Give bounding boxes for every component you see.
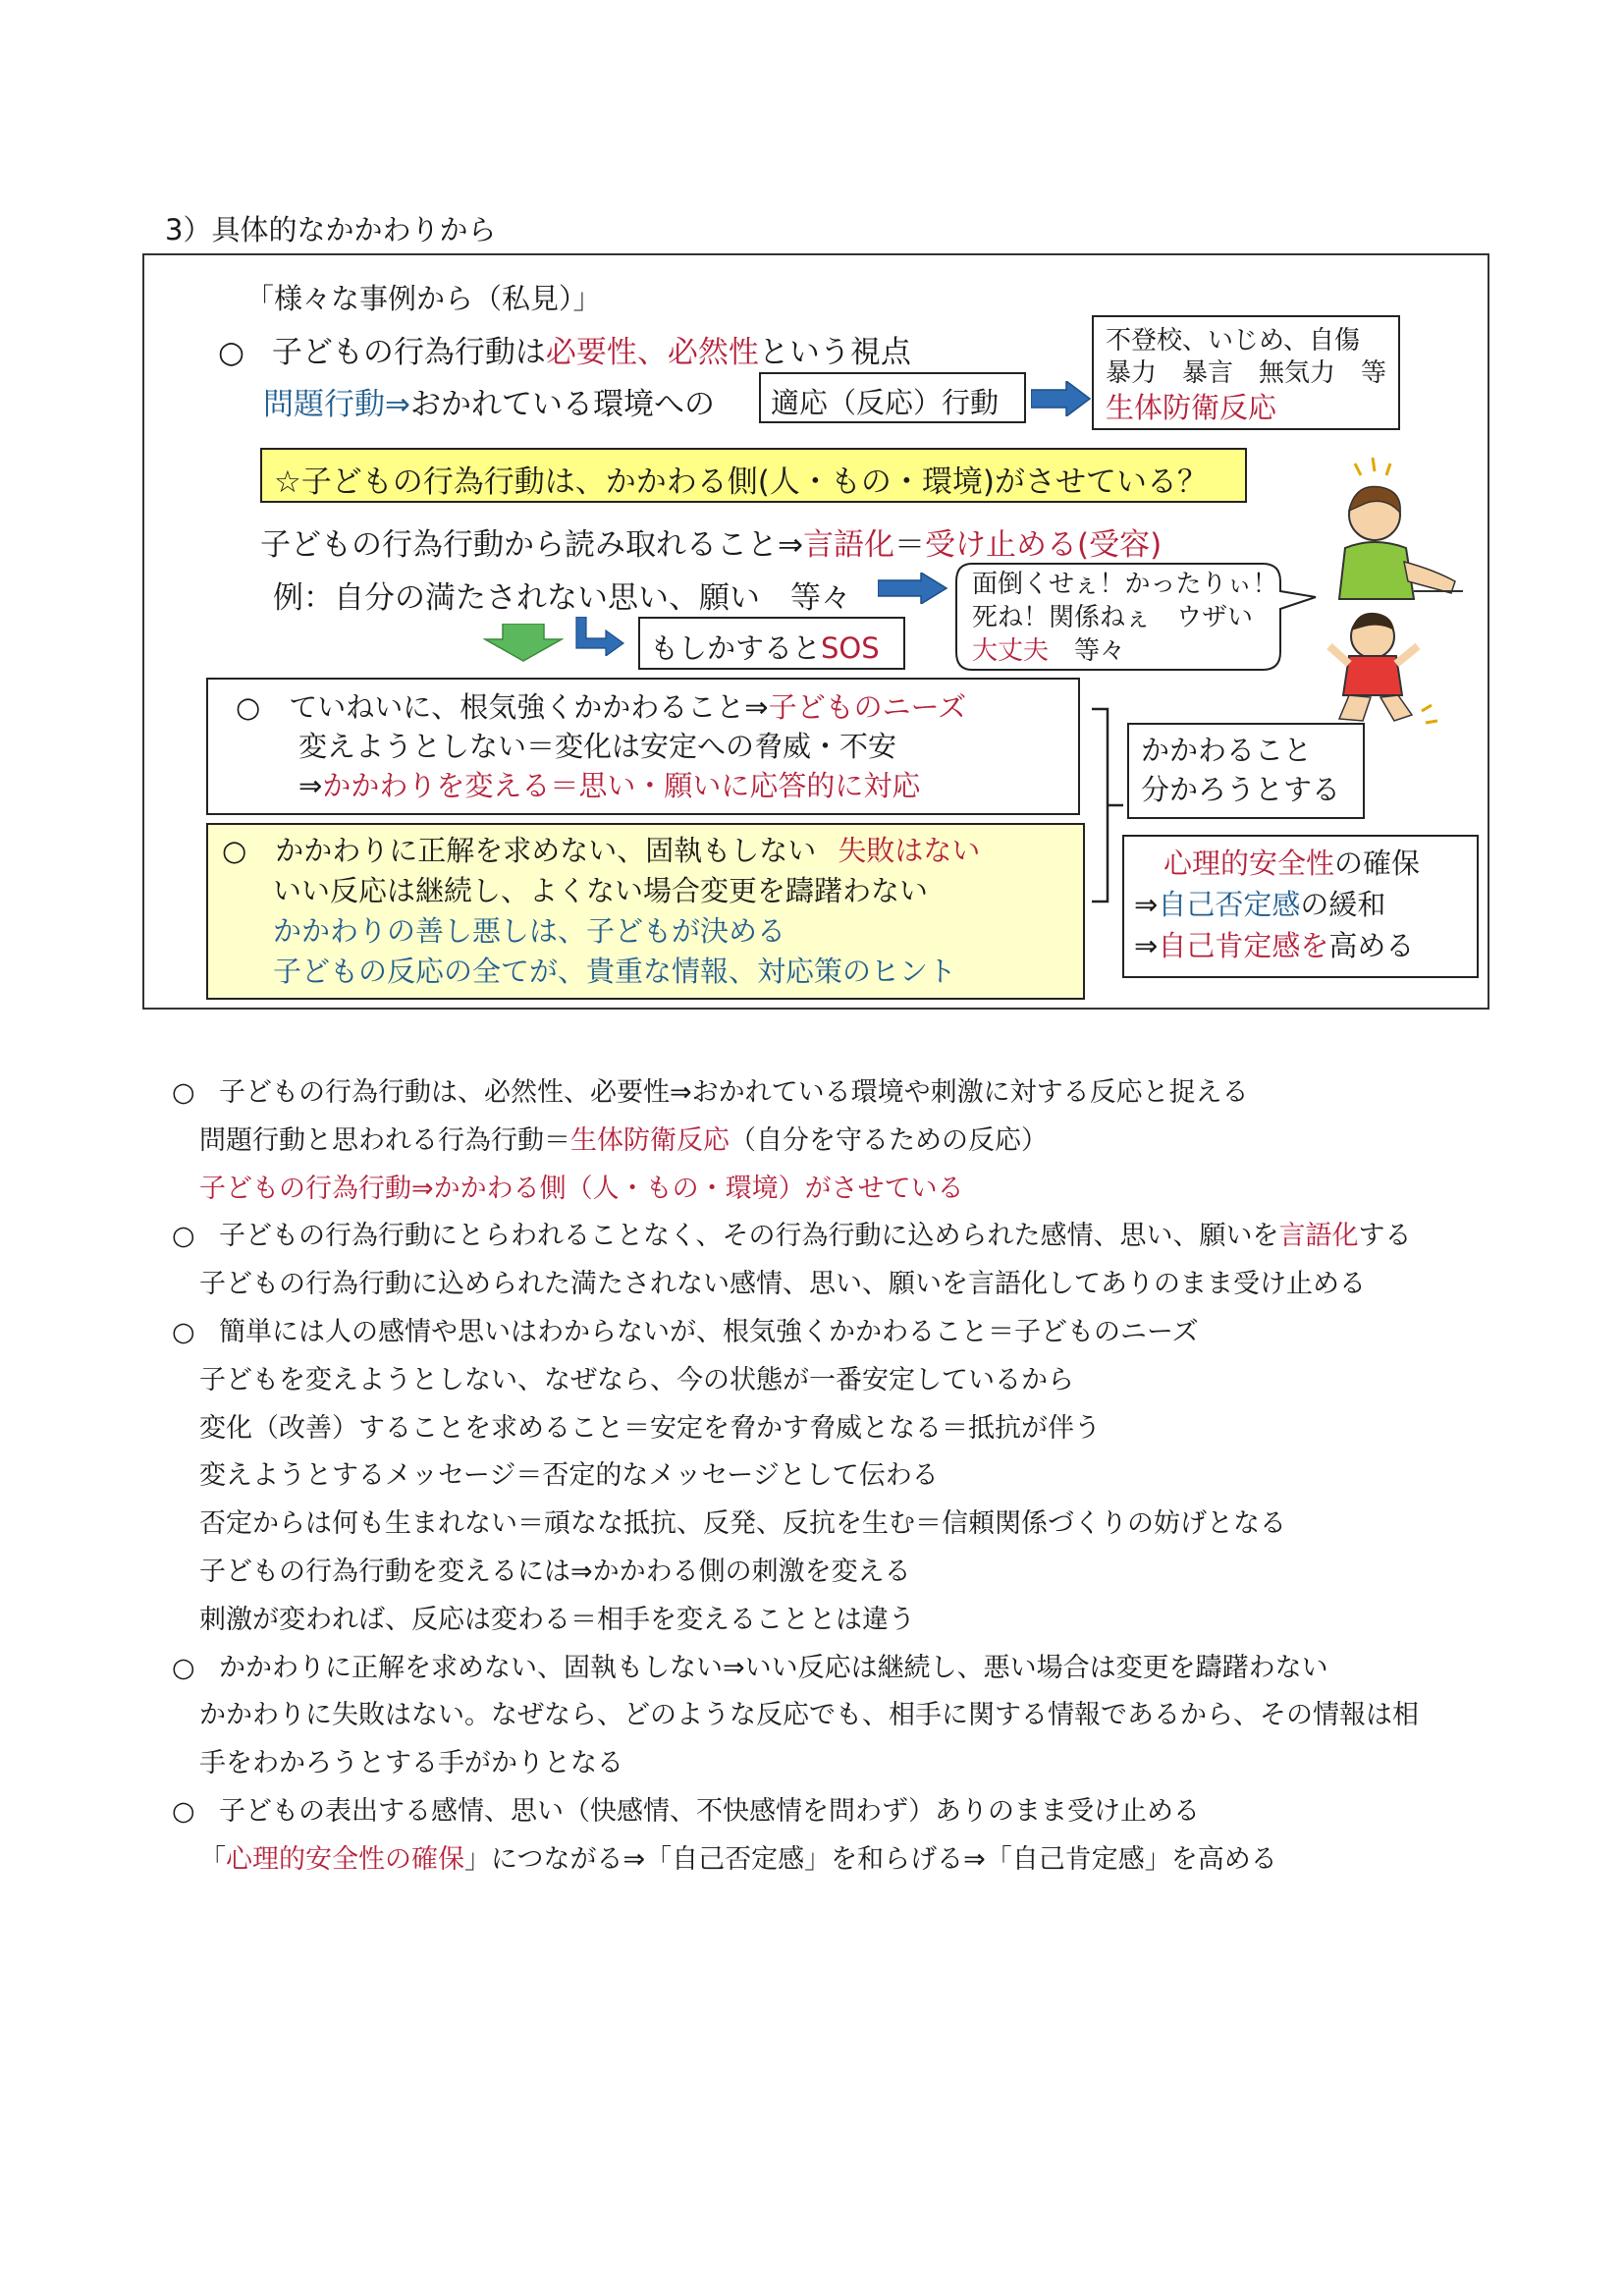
row4: 例：自分の満たされない思い、願い 等々: [273, 580, 851, 616]
right-bottom-line1b: の確保: [1334, 847, 1421, 880]
right-mid-box: [1127, 723, 1365, 819]
right-bottom-line2c: の緩和: [1300, 888, 1386, 921]
box-a-line1b: 子どものニーズ: [768, 690, 967, 724]
body-text-segment: かかわりに正解を求めない、固執もしない⇒いい反応は継続し、悪い場合は変更を躊躇わない: [219, 1652, 1328, 1683]
bubble-line1: 面倒くせぇ！かったりぃ！: [972, 570, 1278, 599]
bullet: ○: [218, 335, 245, 370]
body-text-segment: する: [1358, 1221, 1412, 1252]
corner-arrow-icon: [574, 617, 625, 656]
right-bottom-line3c: 高める: [1328, 929, 1415, 962]
row1-text-a: 子どもの行為行動は: [271, 335, 546, 370]
bullet: ○: [172, 1796, 195, 1827]
body-text-segment: 手をわかろうとする手がかりとなる: [199, 1748, 623, 1779]
top-right-box: [1092, 315, 1400, 430]
body-line: [172, 1262, 1366, 1300]
right-bottom-line1a: 心理的安全性: [1163, 847, 1335, 880]
body-text-segment: 変えようとするメッセージ＝否定的なメッセージとして伝わる: [199, 1460, 939, 1492]
right-bottom-box: [1122, 835, 1479, 978]
box-b-line2: いい反応は継続し、よくない場合変更を躊躇わない: [273, 874, 929, 907]
body-text-segment: 子どもの表出する感情、思い（快感情、不快感情を問わず）ありのまま受け止める: [219, 1796, 1200, 1827]
right-bottom-line2a: ⇒: [1134, 888, 1159, 921]
right-bottom-line3a: ⇒: [1134, 929, 1159, 962]
box-b-line4: 子どもの反応の全てが、貴重な情報、対応策のヒント: [273, 955, 957, 988]
row3-text-b: 言語化: [802, 527, 894, 563]
row1-text-b: 必要性、必然性: [545, 335, 759, 370]
row2: [263, 379, 715, 423]
body-text-segment: 「: [199, 1843, 226, 1875]
adaptation-box: [759, 372, 1026, 423]
box-a-line3b: かかわりを変える＝思い・願いに応答的に対応: [322, 769, 921, 802]
sos-box-text-b: SOS: [821, 631, 880, 665]
right-bottom-line3b: 自己肯定感を: [1158, 929, 1329, 962]
bullet: ○: [172, 1317, 195, 1347]
body-line: [172, 1453, 939, 1492]
top-right-line1: 不登校、いじめ、自傷: [1106, 326, 1360, 355]
section-heading: 3）具体的なかかわりから: [165, 213, 497, 246]
bubble-line3b: 等々: [1049, 636, 1126, 666]
body-line: [172, 1550, 911, 1588]
yellow-banner-text: ☆子どもの行為行動は、かかわる側(人・もの・環境)がさせている？: [274, 465, 1208, 500]
figure-title: 「様々な事例から（私見）」: [245, 282, 602, 315]
arrow-right-icon: [878, 573, 948, 604]
body-line: [172, 1119, 1048, 1157]
body-text-segment: 子どもの行為行動は、必然性、必要性⇒おかれている環境や刺激に対する反応と捉える: [219, 1077, 1249, 1108]
adaptation-box-label: 適応（反応）行動: [771, 386, 1000, 419]
body-line: [172, 1310, 1199, 1348]
box-a: [206, 678, 1080, 815]
body-text-segment: 子どもの行為行動に込められた満たされない感情、思い、願いを言語化してありのまま受け止める: [199, 1269, 1366, 1300]
box-a-line3a: ⇒: [298, 769, 323, 802]
body-line: [172, 1502, 1286, 1540]
row1: [218, 327, 911, 371]
body-line: [172, 1837, 1277, 1876]
box-b-line3: かかわりの善し悪しは、子どもが決める: [273, 914, 786, 948]
body-text-segment: 子どもの行為行動を変えるには⇒かかわる側の刺激を変える: [199, 1557, 911, 1587]
bullet: ○: [172, 1221, 195, 1252]
yellow-banner: [260, 448, 1247, 503]
body-line: [172, 1167, 964, 1205]
row2-text-b: おかれている環境への: [409, 387, 715, 422]
top-right-line3: 生体防衛反応: [1106, 391, 1277, 424]
body-line: [172, 1214, 1411, 1252]
body-text-segment: 子どもを変えようとしない、なぜなら、今の状態が一番安定しているから: [199, 1364, 1074, 1395]
row2-text-a: 問題行動⇒: [263, 387, 410, 422]
body-text-segment: 否定からは何も生まれない＝頑なな抵抗、反発、反抗を生む＝信頼関係づくりの妨げとなる: [199, 1508, 1286, 1540]
highlighted-text: 心理的安全性の確保: [226, 1843, 464, 1875]
body-line: [172, 1741, 623, 1779]
sos-box-text-a: もしかすると: [650, 631, 822, 665]
body-line: [172, 1406, 1101, 1445]
highlighted-text: 言語化: [1278, 1221, 1359, 1252]
row1-text-c: という視点: [758, 335, 911, 370]
body-line: [172, 1598, 915, 1636]
child-illustration: [1316, 454, 1463, 738]
sos-box: [638, 617, 905, 670]
body-line: [172, 1070, 1249, 1109]
speech-bubble: [972, 568, 1277, 668]
box-b-line1b: 失敗はない: [838, 834, 981, 867]
top-right-line2: 暴力 暴言 無気力 等: [1106, 358, 1387, 388]
bullet: ○: [172, 1652, 195, 1683]
body-text-segment: 変化（改善）することを求めること＝安定を脅かす脅威となる＝抵抗が伴う: [199, 1412, 1101, 1444]
bullet: ○: [172, 1077, 195, 1108]
arrow-right-icon: [1031, 381, 1092, 416]
highlighted-text: 生体防衛反応: [570, 1124, 730, 1156]
body-text-segment: 子どもの行為行動にとらわれることなく、その行為行動に込められた感情、思い、願いを: [219, 1221, 1279, 1252]
bracket-shape: [1088, 707, 1127, 903]
bubble-line3a: 大丈夫: [972, 636, 1050, 666]
box-a-line1a: ○ ていねいに、根気強くかかわること⇒: [236, 690, 769, 724]
box-b-line1a: ○ かかわりに正解を求めない、固執もしない: [222, 834, 817, 867]
bubble-line2: 死ね！関係ねぇ ウザい: [972, 603, 1254, 632]
body-text-segment: 」につながる⇒「自己否定感」を和らげる⇒「自己肯定感」を高める: [464, 1843, 1277, 1875]
body-line: [172, 1789, 1200, 1828]
right-mid-line2: 分かろうとする: [1141, 773, 1341, 806]
row3-text-a: 子どもの行為行動から読み取れること⇒: [260, 527, 803, 563]
right-mid-line1: かかわること: [1141, 734, 1313, 767]
body-line: [172, 1358, 1074, 1396]
row3-text-d: 受け止める(受容): [924, 527, 1163, 563]
arrow-down-icon: [483, 624, 564, 663]
body-line: [172, 1646, 1328, 1684]
highlighted-text: 子どもの行為行動⇒かかわる側（人・もの・環境）がさせている: [199, 1173, 964, 1204]
right-bottom-line2b: 自己否定感: [1158, 888, 1301, 921]
box-b: [206, 823, 1085, 1000]
body-text-segment: 簡単には人の感情や思いはわからないが、根気強くかかわること＝子どものニーズ: [219, 1317, 1199, 1347]
box-a-line2: 変えようとしない＝変化は安定への脅威・不安: [298, 730, 897, 763]
body-text-segment: （自分を守るための反応）: [730, 1124, 1048, 1156]
body-text-segment: 問題行動と思われる行為行動＝: [199, 1124, 570, 1156]
body-text-segment: かかわりに失敗はない。なぜなら、どのような反応でも、相手に関する情報であるから、その情報は相: [199, 1700, 1419, 1731]
row3-text-c: ＝: [893, 527, 925, 563]
body-text-segment: 刺激が変われば、反応は変わる＝相手を変えることとは違う: [199, 1604, 915, 1635]
body-line: [172, 1693, 1419, 1731]
